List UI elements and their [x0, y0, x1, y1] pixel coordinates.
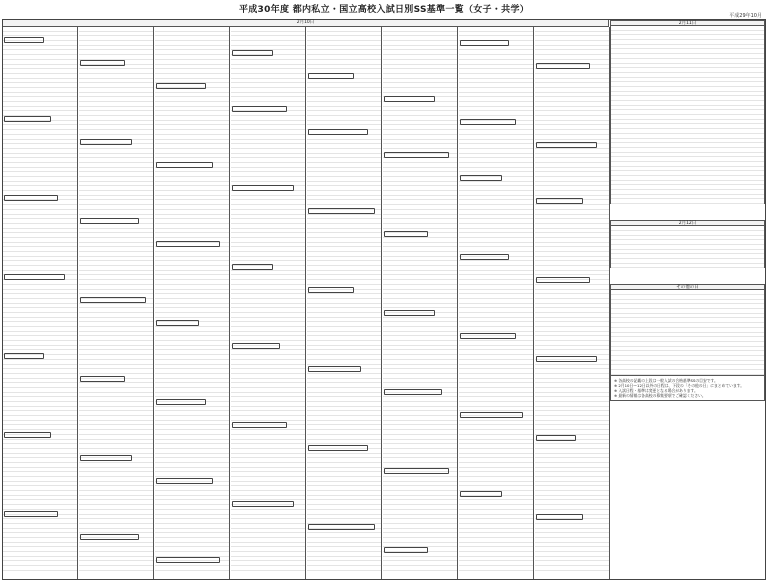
issue-date: 平成29年10月: [729, 13, 762, 19]
feb-12-list: [610, 226, 765, 268]
school-group-marker: [156, 399, 206, 405]
school-group-marker: [460, 412, 523, 418]
feb-11-list: [610, 26, 765, 204]
school-row: [307, 566, 381, 571]
school-group-marker: [308, 445, 368, 451]
school-group-marker: [156, 162, 213, 168]
school-group-marker: [232, 264, 273, 270]
school-group-marker: [232, 50, 273, 56]
school-group-marker: [4, 353, 44, 359]
school-group-marker: [384, 96, 435, 102]
school-rows: [535, 27, 609, 571]
school-column: [3, 27, 78, 579]
school-group-marker: [80, 60, 125, 66]
school-group-marker: [308, 208, 375, 214]
date-header-feb-11: 2月11日: [610, 20, 765, 26]
school-group-marker: [4, 274, 65, 280]
school-row: [459, 566, 533, 571]
document-title: 平成30年度 都内私立・国立高校入試日別SS基準一覧（女子・共学）: [238, 5, 530, 15]
school-group-marker: [4, 432, 51, 438]
school-row: [155, 566, 229, 571]
school-group-marker: [156, 557, 220, 563]
school-row: [3, 566, 77, 571]
school-group-marker: [460, 491, 502, 497]
school-rows: [3, 27, 77, 571]
other-dates-list: [610, 290, 765, 374]
school-group-marker: [536, 142, 597, 148]
school-column: [155, 27, 230, 579]
school-row: [79, 566, 153, 571]
school-group-marker: [232, 343, 280, 349]
note-line: ※ 各高校の記載の上段は一般入試の合格基準SSの目安です。: [614, 377, 718, 383]
school-group-marker: [156, 478, 213, 484]
school-group-marker: [156, 83, 206, 89]
note-line: ※ 2月10日〜12日以外の日程は、下段の「その他の日」にまとめています。: [614, 382, 745, 388]
school-group-marker: [232, 422, 287, 428]
school-group-marker: [308, 73, 354, 79]
school-group-marker: [4, 195, 58, 201]
school-group-marker: [384, 310, 435, 316]
school-rows: [383, 27, 457, 571]
school-row: [383, 566, 457, 571]
school-column: [535, 27, 610, 579]
school-group-marker: [156, 241, 220, 247]
school-group-marker: [80, 455, 132, 461]
school-group-marker: [536, 198, 583, 204]
school-row: [231, 566, 305, 571]
school-group-marker: [384, 389, 442, 395]
side-panel: [610, 20, 765, 579]
school-group-marker: [232, 185, 294, 191]
school-rows: [307, 27, 381, 571]
school-group-marker: [536, 514, 583, 520]
school-group-marker: [536, 435, 576, 441]
school-group-marker: [308, 129, 368, 135]
school-group-marker: [460, 254, 509, 260]
main-date-header: 2月10日: [3, 20, 609, 27]
school-column: [307, 27, 382, 579]
school-group-marker: [384, 231, 428, 237]
note-line: ※ 入試日程・基準は変更となる場合があります。: [614, 387, 698, 393]
school-group-marker: [232, 106, 287, 112]
other-dates-header: その他の日: [610, 284, 765, 290]
school-group-marker: [384, 468, 449, 474]
school-column: [459, 27, 534, 579]
school-group-marker: [384, 152, 449, 158]
school-group-marker: [536, 356, 597, 362]
school-group-marker: [80, 376, 125, 382]
school-column: [383, 27, 458, 579]
school-group-marker: [460, 119, 516, 125]
school-group-marker: [460, 40, 509, 46]
school-group-marker: [80, 218, 139, 224]
school-group-marker: [156, 320, 199, 326]
school-group-marker: [4, 511, 58, 517]
school-rows: [459, 27, 533, 571]
school-group-marker: [80, 534, 139, 540]
school-group-marker: [384, 547, 428, 553]
school-group-marker: [4, 116, 51, 122]
school-group-marker: [460, 333, 516, 339]
school-rows: [155, 27, 229, 571]
school-group-marker: [308, 524, 375, 530]
school-group-marker: [232, 501, 294, 507]
school-group-marker: [80, 297, 146, 303]
school-group-marker: [80, 139, 132, 145]
school-column: [231, 27, 306, 579]
notes-box: [610, 375, 765, 401]
school-column: [79, 27, 154, 579]
schedule-sheet: [2, 19, 766, 580]
note-line: ※ 最新の情報は各高校の募集要項でご確認ください。: [614, 392, 706, 398]
school-group-marker: [460, 175, 502, 181]
school-group-marker: [308, 287, 354, 293]
school-row: [535, 566, 609, 571]
school-group-marker: [536, 277, 590, 283]
school-group-marker: [308, 366, 361, 372]
date-header-feb-12: 2月12日: [610, 220, 765, 226]
school-group-marker: [536, 63, 590, 69]
school-group-marker: [4, 37, 44, 43]
